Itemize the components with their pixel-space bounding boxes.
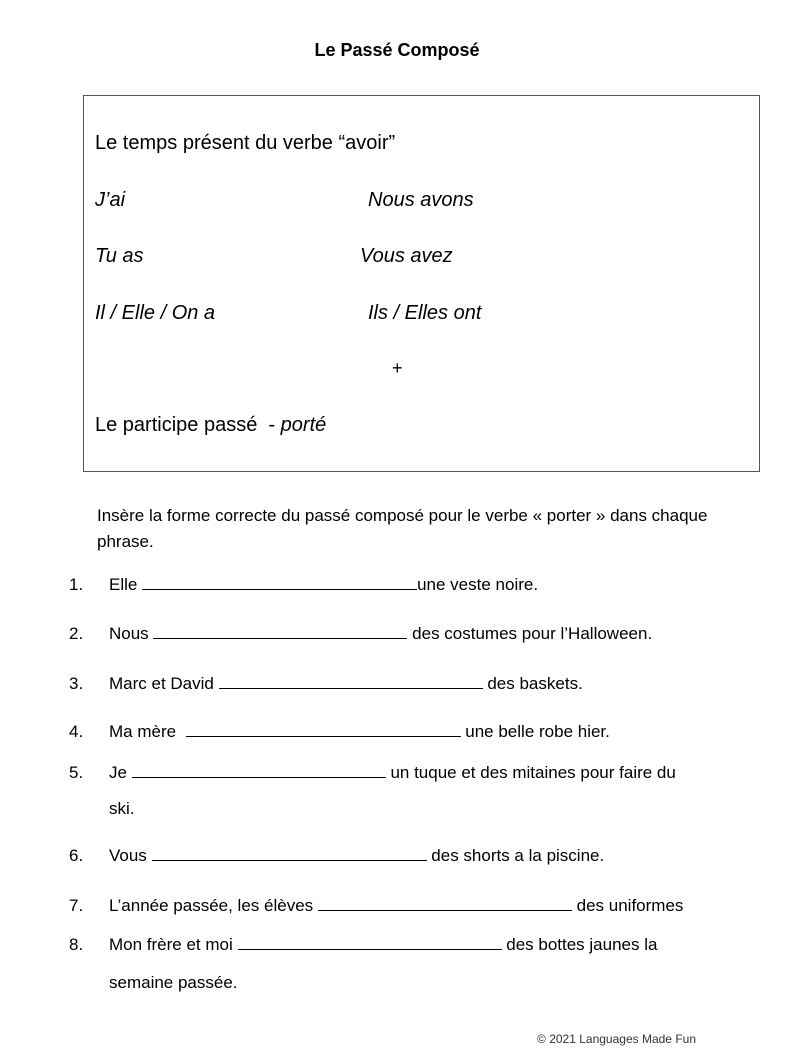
question-prefix: Je <box>109 763 127 782</box>
answer-blank-8[interactable] <box>238 935 502 950</box>
answer-blank-1[interactable] <box>142 575 417 590</box>
question-number: 4. <box>69 722 84 741</box>
question-6 <box>109 846 604 866</box>
question-number: 6. <box>69 846 84 865</box>
question-prefix: Vous <box>109 846 147 865</box>
question-number: 2. <box>69 624 84 643</box>
plus-sign: + <box>392 358 403 378</box>
question-8-continuation: semaine passée. <box>109 973 238 992</box>
participle-value: porté <box>280 414 327 436</box>
question-suffix: une belle robe hier. <box>465 722 610 741</box>
question-number: 7. <box>69 896 84 915</box>
participle-label: Le participe passé - <box>95 414 281 436</box>
question-prefix: L’année passée, les élèves <box>109 896 314 915</box>
participle-line <box>95 414 326 437</box>
question-8 <box>109 935 657 955</box>
question-1 <box>109 575 538 595</box>
conj-jai: J’ai <box>95 189 126 211</box>
question-number: 5. <box>69 763 84 782</box>
question-number: 1. <box>69 575 84 594</box>
question-prefix: Elle <box>109 575 138 594</box>
page-title: Le Passé Composé <box>314 40 480 60</box>
question-7 <box>109 896 683 916</box>
question-prefix: Ma mère <box>109 722 177 741</box>
question-suffix: une veste noire. <box>417 575 539 594</box>
answer-blank-3[interactable] <box>219 674 483 689</box>
question-3 <box>109 674 583 694</box>
instruction-text: Insère la forme correcte du passé composé pour le verbe « porter » dans chaque phrase. <box>97 506 708 551</box>
question-suffix: un tuque et des mitaines pour faire du <box>390 763 676 782</box>
box-heading: Le temps présent du verbe “avoir” <box>95 132 396 154</box>
question-number: 3. <box>69 674 84 693</box>
copyright-footer: © 2021 Languages Made Fun <box>537 1032 696 1046</box>
avoir-conjugation-box <box>83 95 760 472</box>
question-suffix: des costumes pour l’Halloween. <box>412 624 653 643</box>
question-prefix: Marc et David <box>109 674 214 693</box>
conj-ils: Ils / Elles ont <box>368 302 482 324</box>
question-5 <box>109 763 676 783</box>
answer-blank-2[interactable] <box>153 624 407 639</box>
question-suffix: des baskets. <box>487 674 583 693</box>
question-2 <box>109 624 652 644</box>
question-4 <box>109 722 610 742</box>
question-prefix: Nous <box>109 624 149 643</box>
question-suffix: des bottes jaunes la <box>506 935 658 954</box>
question-suffix: des uniformes <box>576 896 684 915</box>
conj-vous: Vous avez <box>360 245 453 267</box>
answer-blank-7[interactable] <box>318 896 572 911</box>
answer-blank-6[interactable] <box>152 846 427 861</box>
question-suffix: des shorts a la piscine. <box>431 846 605 865</box>
question-prefix: Mon frère et moi <box>109 935 233 954</box>
conj-nous: Nous avons <box>368 189 474 211</box>
question-5-continuation: ski. <box>109 799 135 818</box>
answer-blank-4[interactable] <box>186 722 461 737</box>
question-number: 8. <box>69 935 84 954</box>
conj-il: Il / Elle / On a <box>95 302 216 324</box>
answer-blank-5[interactable] <box>132 763 386 778</box>
conj-tu: Tu as <box>95 245 144 267</box>
